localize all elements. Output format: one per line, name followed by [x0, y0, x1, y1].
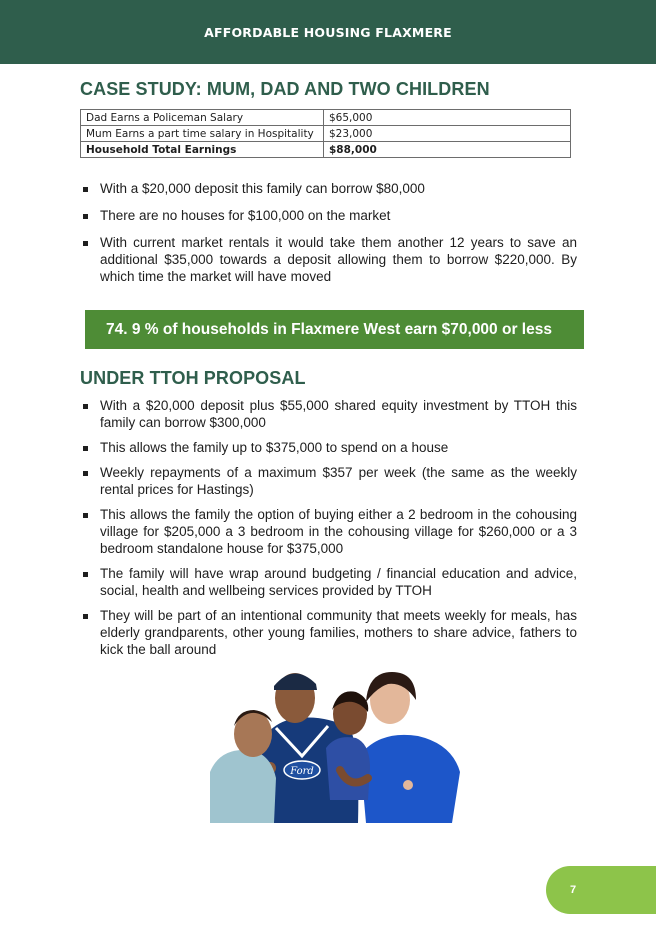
mum-figure: [360, 672, 460, 823]
table-row: [81, 110, 571, 126]
list-item: [80, 439, 577, 456]
bullet-text: With a $20,000 deposit this family can borrow $80,000: [100, 181, 425, 196]
table-cell-label: Mum Earns a part time salary in Hospitality: [81, 126, 324, 142]
proposal-bullets: [80, 397, 577, 658]
bullet-text: The family will have wrap around budgeting / financial education and advice, social, health and wellbeing services provided by TTOH: [100, 566, 577, 598]
bullet-text: With a $20,000 deposit plus $55,000 shared equity investment by TTOH this family can borrow $300,000: [100, 398, 577, 430]
bullet-mark: [83, 572, 88, 577]
list-item: [80, 234, 577, 285]
bullet-text: This allows the family the option of buying either a 2 bedroom in the cohousing village for $205,000 a 3 bedroom in the cohousing village for $260,000 or a 3 bedroom standalone house for $375,000: [100, 507, 577, 556]
table-row: [81, 126, 571, 142]
bullet-mark: [83, 446, 88, 451]
table-cell-label: Household Total Earnings: [81, 142, 324, 158]
table-cell-value: $88,000: [324, 142, 571, 158]
bullet-mark: [83, 513, 88, 518]
bullet-mark: [83, 614, 88, 619]
bullet-mark: [83, 214, 88, 219]
bullet-mark: [83, 241, 88, 246]
page-header: [0, 0, 656, 64]
bullet-text: This allows the family up to $375,000 to spend on a house: [100, 440, 449, 455]
bullet-mark: [83, 404, 88, 409]
table-row-total: [81, 142, 571, 158]
banner-text: 74. 9 % of households in Flaxmere West earn $70,000 or less: [106, 320, 552, 338]
statistic-banner: [85, 310, 584, 349]
page-number: 7: [570, 884, 577, 896]
bullet-mark: [83, 471, 88, 476]
svg-text:Ford: Ford: [290, 766, 314, 777]
table-cell-label: Dad Earns a Policeman Salary: [81, 110, 324, 126]
list-item: [80, 397, 577, 431]
girl-figure: [326, 691, 370, 800]
bullet-text: With current market rentals it would take them another 12 years to save an additional $35,000 towards a deposit allowing them to borrow $220,000. By which time the market will have moved: [100, 235, 577, 284]
list-item: [80, 180, 577, 197]
header-title: AFFORDABLE HOUSING FLAXMERE: [204, 24, 452, 40]
bullet-mark: [83, 187, 88, 192]
bullet-text: They will be part of an intentional community that meets weekly for meals, has elderly grandparents, other young families, mothers to share advice, fathers to kick the ball around: [100, 608, 577, 657]
table-cell-value: $23,000: [324, 126, 571, 142]
case-study-bullets: [80, 180, 577, 285]
table-cell-value: $65,000: [324, 110, 571, 126]
family-photo: [190, 660, 470, 823]
list-item: [80, 607, 577, 658]
list-item: [80, 464, 577, 498]
case-study-heading: CASE STUDY: MUM, DAD AND TWO CHILDREN: [80, 79, 490, 99]
earnings-table: [80, 109, 571, 158]
list-item: [80, 506, 577, 557]
list-item: [80, 565, 577, 599]
ford-logo: [284, 761, 320, 779]
proposal-heading: UNDER TTOH PROPOSAL: [80, 368, 306, 388]
bullet-text: There are no houses for $100,000 on the market: [100, 208, 391, 223]
bullet-text: Weekly repayments of a maximum $357 per week (the same as the weekly rental prices for Hastings): [100, 465, 577, 497]
boy-figure: [210, 710, 276, 823]
list-item: [80, 207, 577, 224]
page-number-tab: [546, 866, 656, 914]
